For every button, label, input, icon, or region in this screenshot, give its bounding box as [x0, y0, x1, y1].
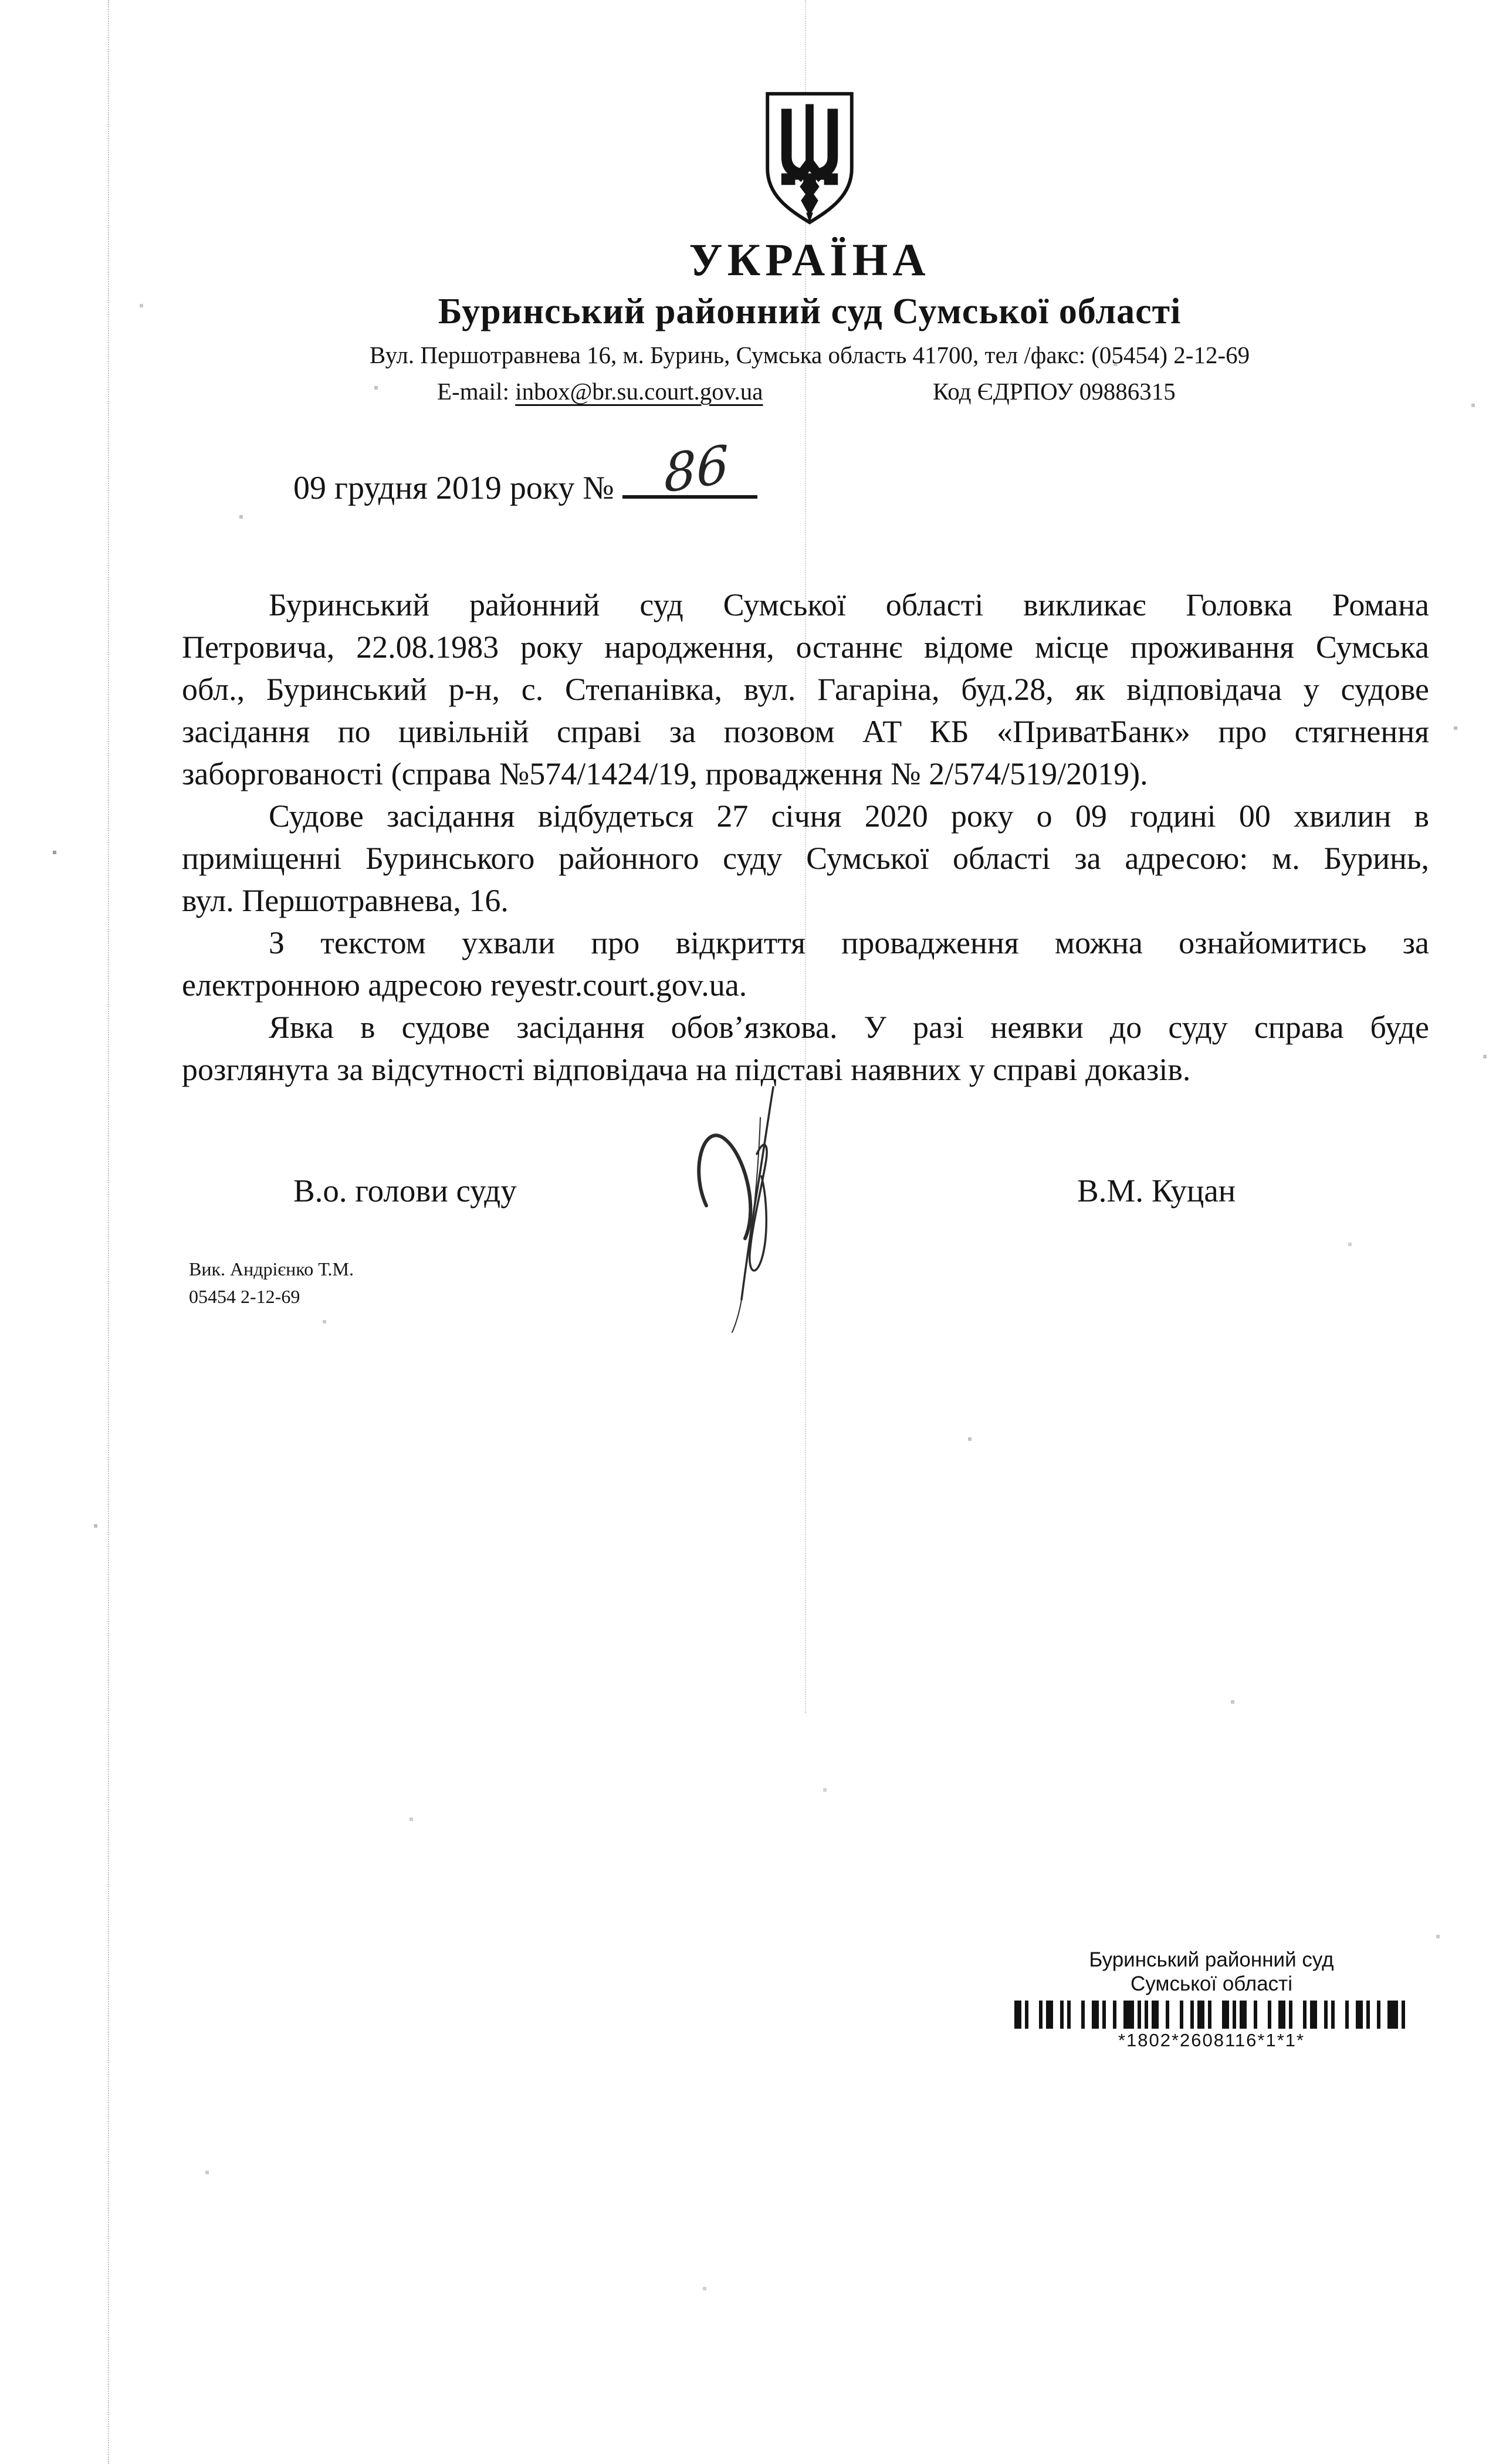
barcode-gap — [1380, 2001, 1387, 2029]
registration-stamp — [1003, 1948, 1420, 2051]
paragraph-line: приміщенні Буринського районного суду Сумської області за адресою: м. Буринь, — [182, 841, 1429, 876]
number-underline — [622, 433, 757, 505]
barcode-bar — [1356, 2001, 1363, 2029]
executor-phone: 05454 2-12-69 — [189, 1286, 300, 1307]
email-label: E-mail: — [437, 378, 509, 405]
paragraph — [182, 584, 1429, 795]
barcode-bar — [1310, 2001, 1317, 2029]
barcode-gap — [1085, 2001, 1092, 2029]
barcode-bar — [1240, 2001, 1247, 2029]
barcode-bar — [1387, 2001, 1398, 2029]
paragraph-line: обл., Буринський р-н, с. Степанівка, вул. Гагаріна, буд.28, як відповідача у судове — [182, 672, 1429, 707]
barcode-bar — [1092, 2001, 1099, 2029]
paragraph-line: Петровича, 22.08.1983 року народження, останнє відоме місце проживання Сумська — [182, 629, 1429, 665]
paragraph-line: вул. Першотравнева, 16. — [182, 883, 509, 918]
barcode-gap — [1317, 2001, 1324, 2029]
date-and-number-label: 09 грудня 2019 року № — [293, 470, 614, 506]
barcode-gap — [1335, 2001, 1345, 2029]
paragraph — [182, 795, 1429, 922]
paragraph-line: електронною адресою reyestr.court.gov.ua. — [182, 967, 747, 1003]
country-title: УКРАЇНА — [689, 234, 930, 285]
barcode-gap — [1405, 2001, 1409, 2029]
barcode — [1003, 2001, 1420, 2029]
barcode-gap — [1159, 2001, 1166, 2029]
barcode-gap — [1106, 2001, 1113, 2029]
signer-name: В.М. Куцан — [1077, 1173, 1236, 1209]
paragraph — [182, 922, 1429, 1006]
court-name: Буринський районний суд Сумської області — [438, 292, 1182, 331]
executor-name: Вик. Андрієнко Т.М. — [189, 1258, 354, 1280]
barcode-bar — [1278, 2001, 1285, 2029]
handwritten-doc-number: 86 — [663, 433, 729, 505]
barcode-gap — [1257, 2001, 1268, 2029]
barcode-gap — [1211, 2001, 1222, 2029]
barcode-bar — [1152, 2001, 1159, 2029]
paragraph — [182, 1006, 1429, 1091]
scan-noise-speckles — [0, 0, 1, 1]
paragraph-line: заборгованості (справа №574/1424/19, провадження № 2/574/519/2019). — [182, 756, 1148, 791]
signer-position: В.о. голови суду — [293, 1173, 517, 1209]
paragraph-line: З текстом ухвали про відкриття провадження можна ознайомитись за — [269, 925, 1429, 960]
barcode-gap — [1292, 2001, 1303, 2029]
barcode-bar — [1197, 2001, 1204, 2029]
barcode-caption: *1802*2608116*1*1* — [1118, 2030, 1305, 2050]
barcode-bar — [1014, 2001, 1021, 2029]
barcode-gap — [1247, 2001, 1254, 2029]
barcode-bar — [1222, 2001, 1229, 2029]
edrpou-code: Код ЄДРПОУ 09886315 — [933, 378, 1176, 405]
barcode-gap — [1028, 2001, 1039, 2029]
barcode-gap — [1053, 2001, 1060, 2029]
handwritten-signature-icon — [685, 1082, 808, 1335]
email-address: inbox@br.su.court.gov.ua — [515, 378, 763, 405]
barcode-gap — [1116, 2001, 1123, 2029]
stamp-region: Сумської області — [1131, 1972, 1292, 1995]
barcode-bar — [1046, 2001, 1053, 2029]
reference-line — [293, 433, 757, 507]
paragraph-line: розглянута за відсутності відповідача на підставі наявних у справі доказів. — [182, 1052, 1191, 1087]
barcode-bar — [1123, 2001, 1134, 2029]
barcode-gap — [1183, 2001, 1190, 2029]
paragraph-line: Буринський районний суд Сумської області викликає Головка Романа — [269, 587, 1429, 622]
stamp-court-name: Буринський районний суд — [1089, 1948, 1334, 1971]
body-paragraphs — [182, 584, 1429, 1091]
coat-of-arms-ukraine-icon — [759, 88, 860, 226]
barcode-gap — [1349, 2001, 1356, 2029]
barcode-gap — [1370, 2001, 1377, 2029]
paragraph-line: Явка в судове засідання обов’язкова. У разі неявки до суду справа буде — [269, 1010, 1429, 1045]
paragraph-line: засідання по цивільній справі за позовом АТ КБ «ПриватБанк» про стягнення — [182, 714, 1429, 749]
barcode-gap — [1169, 2001, 1180, 2029]
barcode-gap — [1071, 2001, 1081, 2029]
barcode-gap — [1271, 2001, 1278, 2029]
letterhead — [179, 0, 1440, 408]
executor-block — [189, 1255, 354, 1311]
email-line — [437, 377, 763, 405]
paragraph-line: Судове засідання відбудеться 27 січня 2020 року о 09 годині 00 хвилин в — [269, 798, 1429, 834]
court-address: Вул. Першотравнева 16, м. Буринь, Сумська область 41700, тел /факс: (05454) 2-12-69 — [369, 341, 1250, 368]
scan-artifact-left-line — [108, 0, 109, 2464]
contact-row — [179, 377, 1440, 408]
